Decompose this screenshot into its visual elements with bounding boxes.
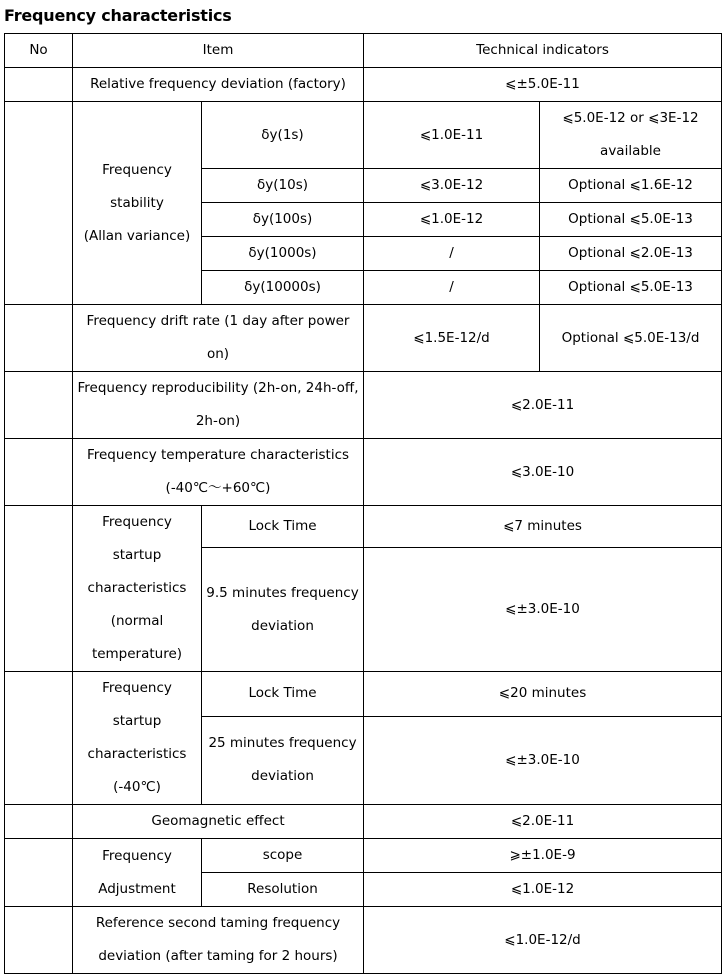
table-row [5,805,722,839]
stability-group-cell [73,102,202,305]
item-line: deviation [251,768,314,785]
value-cell: ⩽1.0E-11 [364,102,540,169]
startup-cold-group-cell [73,672,202,805]
table-row [5,102,722,169]
group-label-line: (Allan variance) [83,227,191,244]
item-cell: Lock Time [202,506,364,548]
item-cell: δy(10s) [202,169,364,203]
optional-line: ⩽5.0E-12 or ⩽3E-12 [562,110,699,126]
value-cell: ⩽2.0E-11 [364,372,722,439]
item-line: Frequency temperature characteristics [86,447,350,463]
optional-line: available [600,143,661,159]
item-cell: δy(10000s) [202,271,364,305]
row-number-cell [5,102,73,305]
table-row [5,839,722,873]
item-cell: Lock Time [202,672,364,717]
table-row [5,305,722,372]
group-label-line: stability [110,194,164,211]
group-label-line: (-40℃) [113,779,161,795]
optional-cell [540,102,722,169]
value-cell: ⩽3.0E-12 [364,169,540,203]
value-cell: ⩽1.5E-12/d [364,305,540,372]
item-line: 9.5 minutes frequency [206,584,359,601]
row-number-cell [5,372,73,439]
value-cell: ⩽±5.0E-11 [364,68,722,102]
startup-normal-group-cell [73,506,202,672]
group-label-line: Adjustment [98,880,176,897]
item-line: 2h-on) [195,413,241,429]
item-line: (-40℃～+60℃) [165,480,271,496]
row-number-cell [5,839,73,907]
value-cell: ⩽1.0E-12 [364,873,722,907]
item-line: on) [206,346,230,362]
item-cell: Relative frequency deviation (factory) [73,68,364,102]
group-label-line: (normal [110,613,164,629]
frequency-characteristics-table [4,33,722,974]
value-cell: ⩽20 minutes [364,672,722,717]
value-cell: ⩽±3.0E-10 [364,548,722,672]
value-cell: ⩾±1.0E-9 [364,839,722,873]
group-label-line: Frequency startup [102,514,172,563]
value-cell: ⩽2.0E-11 [364,805,722,839]
group-label-line: Frequency [102,161,172,178]
item-cell [202,548,364,672]
group-label-line: Frequency [102,847,172,864]
item-cell: δy(1s) [202,102,364,169]
item-cell: Geomagnetic effect [73,805,364,839]
item-cell [73,305,364,372]
optional-cell: Optional ⩽1.6E-12 [540,169,722,203]
optional-cell: Optional ⩽5.0E-13 [540,203,722,237]
item-line: 25 minutes frequency [208,735,357,752]
group-label-line: characteristics [87,746,187,762]
item-line: deviation [251,617,314,634]
value-cell: / [364,271,540,305]
page-title: Frequency characteristics [4,6,232,25]
value-cell: ⩽1.0E-12 [364,203,540,237]
table-row [5,439,722,506]
item-cell: δy(1000s) [202,237,364,271]
value-cell: ⩽3.0E-10 [364,439,722,506]
item-cell [73,439,364,506]
table-row [5,372,722,439]
adjustment-group-cell [73,839,202,907]
value-cell: ⩽1.0E-12/d [364,907,722,974]
header-indicators: Technical indicators [364,34,722,68]
group-label-line: characteristics [87,580,187,596]
header-item: Item [73,34,364,68]
value-cell: ⩽±3.0E-10 [364,716,722,804]
table-row [5,506,722,548]
item-line: Reference second taming frequency [95,915,341,931]
value-cell: ⩽7 minutes [364,506,722,548]
item-cell [73,372,364,439]
item-cell: Resolution [202,873,364,907]
item-cell [202,716,364,804]
header-no: No [5,34,73,68]
row-number-cell [5,305,73,372]
table-header-row [5,34,722,68]
item-line: Frequency drift rate (1 day after power [86,313,350,329]
item-cell: scope [202,839,364,873]
value-cell: / [364,237,540,271]
item-line: deviation (after taming for 2 hours) [98,948,338,964]
group-label-line: temperature) [91,646,183,662]
item-line: Frequency reproducibility (2h-on, 24h-off, [77,380,359,396]
row-number-cell [5,506,73,672]
item-cell: δy(100s) [202,203,364,237]
row-number-cell [5,672,73,805]
table-row [5,68,722,102]
optional-cell: Optional ⩽2.0E-13 [540,237,722,271]
optional-cell: Optional ⩽5.0E-13 [540,271,722,305]
row-number-cell [5,68,73,102]
row-number-cell [5,805,73,839]
group-label-line: Frequency startup [102,680,172,729]
table-row [5,672,722,717]
optional-cell: Optional ⩽5.0E-13/d [540,305,722,372]
row-number-cell [5,439,73,506]
